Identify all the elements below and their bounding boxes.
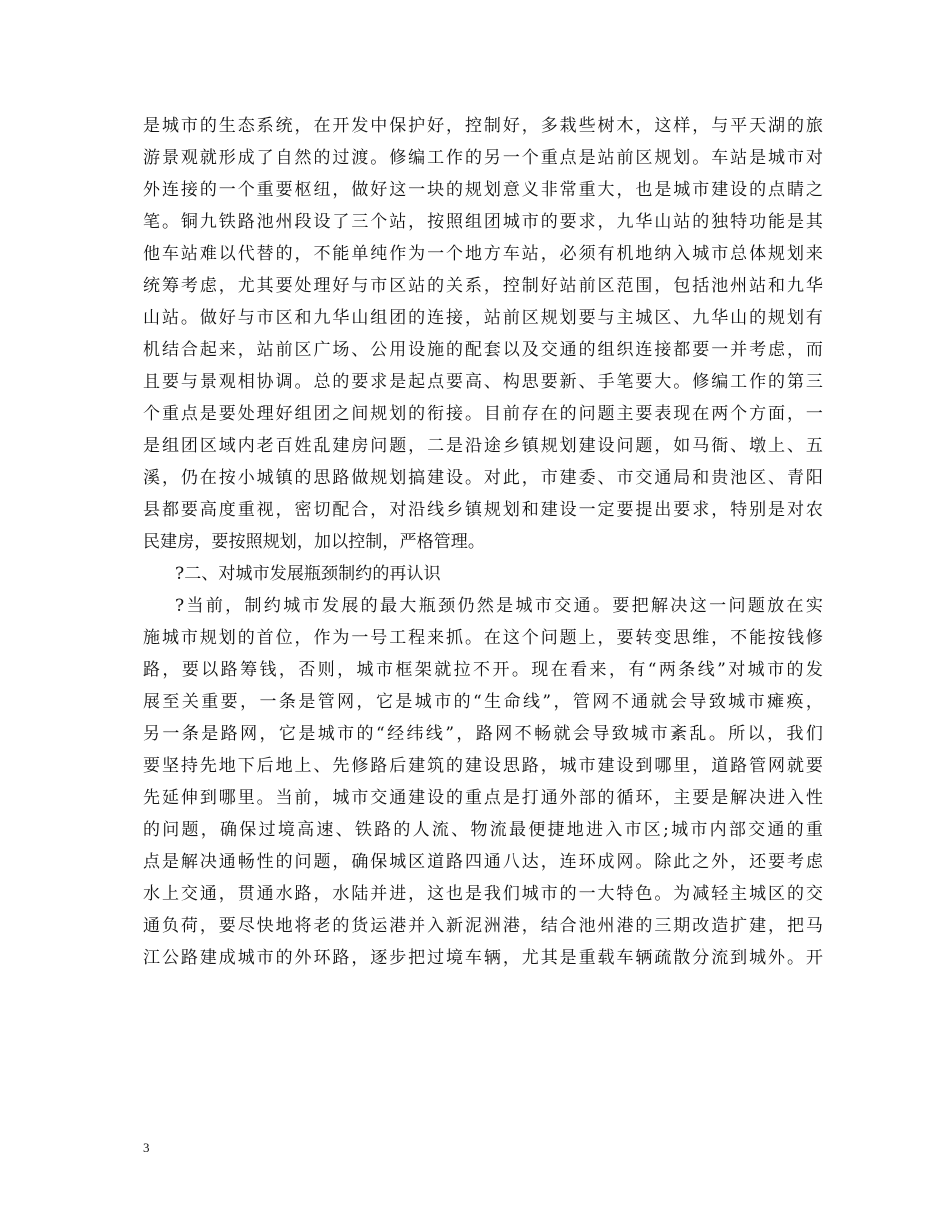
text-line: 机结合起来，站前区广场、公用设施的配套以及交通的组织连接都要一并考虑，而 — [143, 340, 823, 360]
text-line: 展至关重要，一条是管网，它是城市的“生命线”，管网不通就会导致城市瘫痪， — [143, 692, 823, 712]
text-line: 县都要高度重视，密切配合，对沿线乡镇规划和建设一定要提出要求，特别是对农 — [143, 500, 823, 520]
text-line: 施城市规划的首位，作为一号工程来抓。在这个问题上，要转变思维，不能按钱修 — [143, 628, 823, 648]
text-line: 他车站难以代替的，不能单纯作为一个地方车站，必须有机地纳入城市总体规划来 — [143, 244, 823, 264]
text-line: 先延伸到哪里。当前，城市交通建设的重点是打通外部的循环，主要是解决进入性 — [143, 788, 823, 808]
text-line: 要坚持先地下后地上、先修路后建筑的建设思路，城市建设到哪里，道路管网就要 — [143, 756, 823, 776]
body-text — [143, 110, 823, 974]
text-line: 江公路建成城市的外环路，逐步把过境车辆，尤其是重载车辆疏散分流到城外。开 — [143, 948, 823, 968]
text-line: 外连接的一个重要枢纽，做好这一块的规划意义非常重大，也是城市建设的点睛之 — [143, 180, 823, 200]
paragraph-1 — [143, 110, 823, 558]
text-line: 另一条是路网，它是城市的“经纬线”，路网不畅就会导致城市紊乱。所以，我们 — [143, 724, 823, 744]
text-line: 溪，仍在按小城镇的思路做规划搞建设。对此，市建委、市交通局和贵池区、青阳 — [143, 468, 823, 488]
text-line: 路，要以路筹钱，否则，城市框架就拉不开。现在看来，有“两条线”对城市的发 — [143, 660, 823, 680]
paragraph-2 — [143, 590, 823, 974]
page-number: 3 — [143, 1140, 150, 1155]
text-line: 的问题，确保过境高速、铁路的人流、物流最便捷地进入市区;城市内部交通的重 — [143, 820, 823, 840]
text-line: 且要与景观相协调。总的要求是起点要高、构思要新、手笔要大。修编工作的第三 — [143, 372, 823, 392]
text-line: 通负荷，要尽快地将老的货运港并入新泥洲港，结合池州港的三期改造扩建，把马 — [143, 916, 823, 936]
text-line: 笔。铜九铁路池州段设了三个站，按照组团城市的要求，九华山站的独特功能是其 — [143, 212, 823, 232]
text-line: 游景观就形成了自然的过渡。修编工作的另一个重点是站前区规划。车站是城市对 — [143, 148, 823, 168]
text-line: 统筹考虑，尤其要处理好与市区站的关系，控制好站前区范围，包括池州站和九华 — [143, 276, 823, 296]
text-line: ?当前，制约城市发展的最大瓶颈仍然是城市交通。要把解决这一问题放在实 — [175, 596, 823, 616]
heading-line: ?二、对城市发展瓶颈制约的再认识 — [175, 564, 441, 584]
text-line: 是组团区域内老百姓乱建房问题，二是沿途乡镇规划建设问题，如马衙、墩上、五 — [143, 436, 823, 456]
section-heading — [143, 558, 823, 590]
text-line: 点是解决通畅性的问题，确保城区道路四通八达，连环成网。除此之外，还要考虑 — [143, 852, 823, 872]
text-line: 个重点是要处理好组团之间规划的衔接。目前存在的问题主要表现在两个方面，一 — [143, 404, 823, 424]
text-line: 水上交通，贯通水路，水陆并进，这也是我们城市的一大特色。为减轻主城区的交 — [143, 884, 823, 904]
text-line: 民建房，要按照规划，加以控制，严格管理。 — [143, 532, 485, 552]
text-line: 山站。做好与市区和九华山组团的连接，站前区规划要与主城区、九华山的规划有 — [143, 308, 823, 328]
text-line: 是城市的生态系统，在开发中保护好，控制好，多栽些树木，这样，与平天湖的旅 — [143, 116, 823, 136]
